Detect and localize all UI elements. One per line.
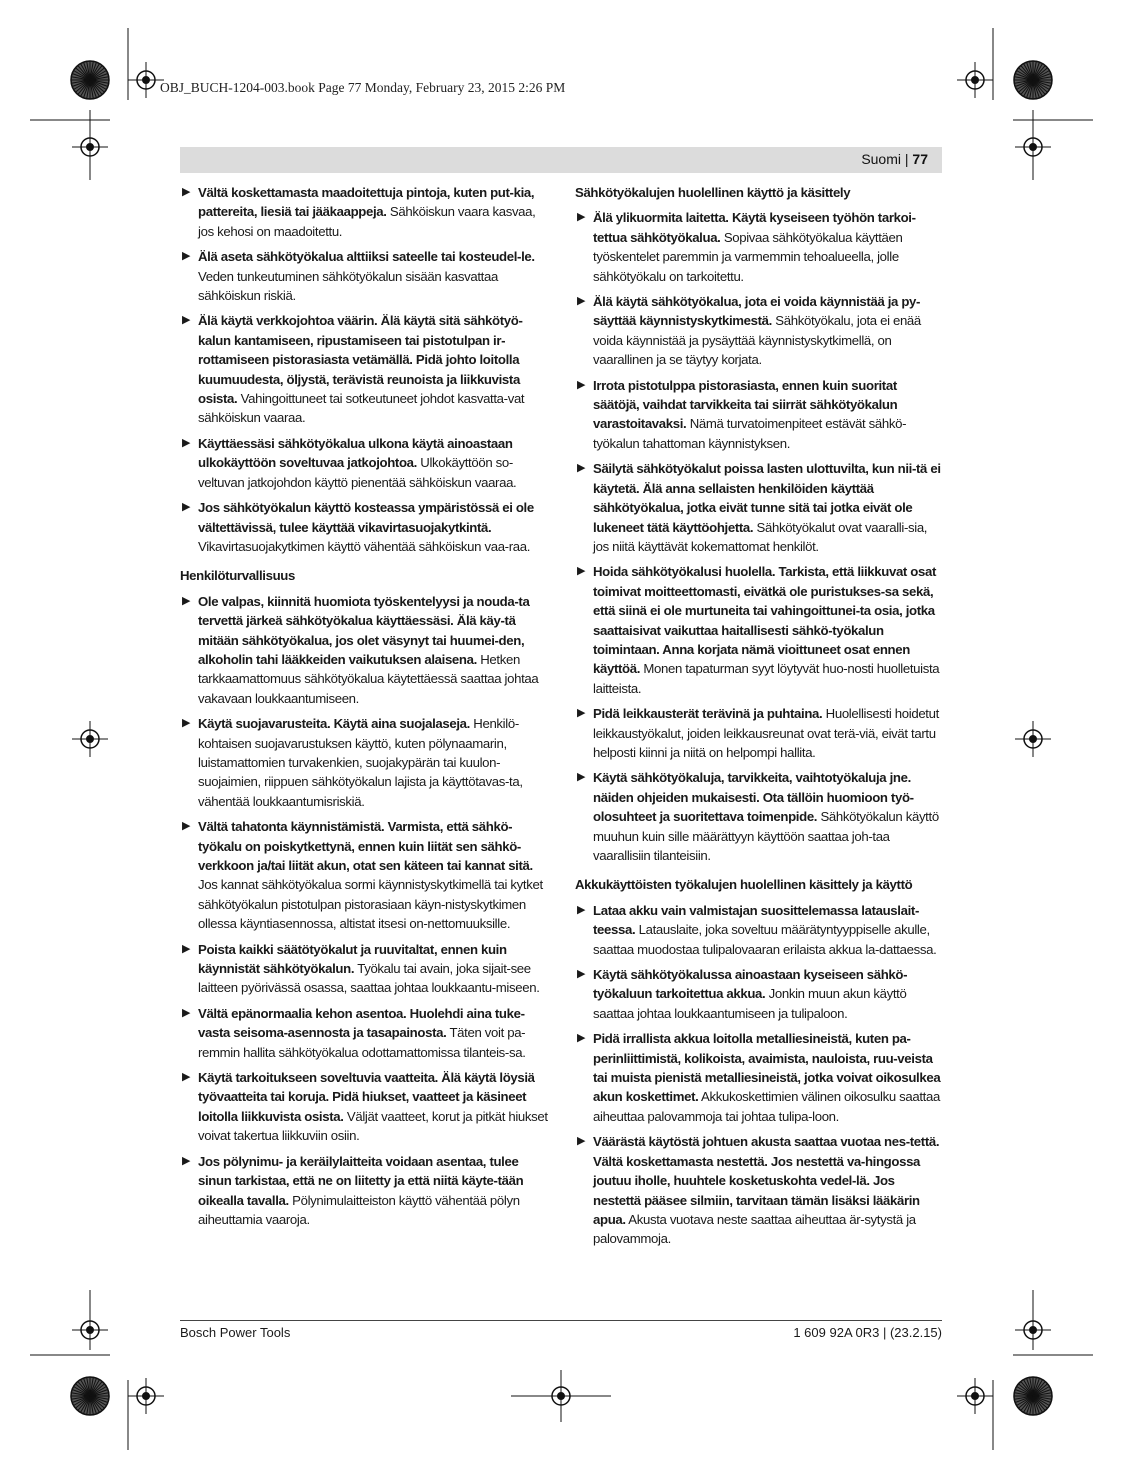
safety-instruction-item — [575, 1132, 942, 1248]
instruction-bold-text: Vältä tahatonta käynnistämistä. Varmista, että sähkö-työkalu on poiskytkettynä, ennen kuin liität sen sähkö-verkkoon ja/tai liität akun, otat sen käteen tai kannat sitä. — [198, 819, 533, 873]
instruction-bold-text: Käytä tarkoitukseen soveltuvia vaatteita. Älä käytä löysiä työvaatteita tai koruja. Pidä hiukset, vaatteet ja käsineet loitolla liikkuvista osista. — [198, 1070, 535, 1124]
bullet-arrow-icon: ▶ — [577, 565, 586, 578]
bullet-arrow-icon: ▶ — [577, 771, 586, 784]
safety-instruction-item — [180, 498, 548, 556]
bullet-arrow-icon: ▶ — [577, 378, 586, 391]
language-section: Suomi | — [861, 151, 913, 167]
instruction-bold-text: Säilytä sähkötyökalut poissa lasten ulottuvilta, kun nii-tä ei käytetä. Älä anna sellaisten henkilöiden käyttää sähkötyökalua, jotka eivät tunne sitä tai jotka eivät ole lukeneet tätä käyttöohjetta. — [593, 461, 941, 535]
safety-instruction-item — [575, 292, 942, 370]
instruction-bold-text: Irrota pistotulppa pistorasiasta, ennen kuin suoritat säätöjä, vaihdat tarvikkeita tai siirrät sähkötyökalun varastoitavaksi. — [593, 377, 898, 432]
instruction-bold-text: Jos sähkötyökalun käyttö kosteassa ympäristössä ei ole vältettävissä, tulee käyttää vikavirtasuojakytkintä. — [198, 500, 534, 535]
footer-rule — [180, 1320, 942, 1321]
bullet-arrow-icon: ▶ — [577, 1032, 586, 1045]
safety-instruction-item — [180, 1004, 548, 1062]
safety-instruction-item — [180, 940, 548, 998]
instruction-bold-text: Pidä irrallista akkua loitolla metalliesineistä, kuten pa-perinliittimistä, kolikoista, avaimista, nauloista, ruu-veista tai muista pienistä metalliesineistä, jotka voivat oikosulkea akun koskettimet. — [593, 1031, 941, 1105]
safety-instruction-item — [575, 704, 942, 762]
instruction-explanation: Latauslaite, joka soveltuu määrätyntyyppiselle akulle, saattaa muodostaa tulipalovaaran erilaista akkua la-dattaessa. — [593, 922, 937, 957]
page-header-bar — [180, 147, 942, 173]
bullet-arrow-icon: ▶ — [182, 314, 191, 327]
instruction-explanation: Henkilö-kohtaisen suojavarustuksen käyttö, kuten pölynaamarin, luistamattomien turvakenkien, suojakypärän tai kuulon-suojaimien, riippuen sähkötyökalun lajista ja käyttötavas-ta, vähentää loukkaantumisriskiä. — [198, 716, 523, 809]
bullet-arrow-icon: ▶ — [182, 186, 191, 198]
section-heading: Sähkötyökalujen huolellinen käyttö ja käsittely — [575, 185, 851, 200]
instruction-bold-text: Jos pölynimu- ja keräilylaitteita voidaan asentaa, tulee sinun tarkistaa, että ne on liitetty ja että niitä käyte-tään oikealla tavalla. — [198, 1153, 524, 1208]
instruction-explanation: Sopivaa sähkötyökalua käyttäen työskentelet paremmin ja varmemmin tehoalueella, jolle sähkötyökalu on tarkoitettu. — [593, 229, 903, 284]
instruction-explanation: Työkalu tai avain, joka sijait-see laitteen pyörivässä osassa, saattaa johtaa loukkaantu-miseen. — [198, 961, 540, 996]
safety-instruction-item — [180, 817, 548, 933]
bullet-arrow-icon: ▶ — [182, 1154, 191, 1167]
safety-instruction-item — [575, 768, 942, 865]
instruction-explanation: Sähköiskun vaara kasvaa, jos kehosi on maadoitettu. — [198, 204, 536, 239]
instruction-explanation: Jonkin muun akun käyttö saattaa johtaa loukkaantumiseen ja tulipaloon. — [593, 986, 907, 1021]
safety-instruction-item — [180, 714, 548, 811]
instruction-explanation: Hetken tarkkaamattomuus sähkötyökalua käytettäessä saattaa johtaa vakavaan loukkaantumiseen. — [198, 651, 539, 706]
bullet-arrow-icon: ▶ — [182, 1006, 191, 1019]
instruction-bold-text: Vältä koskettamasta maadoitettuja pintoja, kuten put-kia, pattereita, liesiä tai jääkaappeja. — [198, 185, 535, 220]
safety-instruction-item — [575, 376, 942, 454]
safety-instruction-item — [575, 965, 942, 1023]
instruction-explanation: Sähkötyökalu, jota ei enää voida käynnistää ja pysäyttää käynnistyskytkimellä, on vaarallinen ja se täytyy korjata. — [593, 313, 921, 368]
instruction-bold-text: Poista kaikki säätötyökalut ja ruuvitaltat, ennen kuin käynnistät sähkötyökalun. — [198, 941, 507, 977]
bullet-arrow-icon: ▶ — [182, 820, 191, 833]
section-heading: Henkilöturvallisuus — [180, 568, 295, 584]
instruction-bold-text: Käytä sähkötyökaluja, tarvikkeita, vaihtotyökaluja jne. näiden ohjeiden mukaisesti. Ota tällöin huomioon työ-olosuhteet ja suoritettava toimenpide. — [593, 770, 914, 825]
instruction-bold-text: Väärästä käytöstä johtuen akusta saattaa vuotaa nes-tettä. Vältä koskettamasta nestettä. Jos nestettä va-hingossa joutuu iholle, huuhtele kosketuskohta vedel-lä. Jos nestettä pääsee silmiin, tarvitaan tämän lisäksi lääkärin apua. — [593, 1134, 940, 1227]
bullet-arrow-icon: ▶ — [577, 211, 586, 224]
right-text-column — [575, 183, 942, 1255]
instruction-bold-text: Pidä leikkausterät terävinä ja puhtaina. — [593, 706, 823, 722]
instruction-bold-text: Älä käytä sähkötyökalua, jota ei voida käynnistää ja py-säyttää käynnistyskytkimestä. — [593, 294, 921, 329]
instruction-explanation: Huolellisesti hoidetut leikkaustyökalut, joiden leikkausreunat ovat terä-viä, eivät tartu helposti kiinni ja niitä on helpompi hallita. — [593, 706, 939, 760]
instruction-bold-text: Älä ylikuormita laitetta. Käytä kyseiseen työhön tarkoi-tettua sähkötyökalua. — [593, 210, 916, 245]
safety-instruction-item — [575, 562, 942, 698]
bullet-arrow-icon: ▶ — [577, 968, 586, 981]
safety-instruction-item — [180, 592, 548, 708]
instruction-explanation: Vikavirtasuojakytkimen käyttö vähentää sähköiskun vaa-raa. — [198, 538, 531, 554]
instruction-bold-text: Käytä suojavarusteita. Käytä aina suojalaseja. — [198, 716, 470, 732]
safety-instruction-item — [180, 434, 548, 492]
instruction-explanation: Nämä turvatoimenpiteet estävät sähkö-työkalun tahattoman käynnistyksen. — [593, 416, 907, 451]
instruction-explanation: Akusta vuotava neste saattaa aiheuttaa är-sytystä ja palovammoja. — [593, 1211, 916, 1247]
print-info-line: OBJ_BUCH-1204-003.book Page 77 Monday, February 23, 2015 2:26 PM — [160, 80, 566, 95]
safety-instruction-item — [180, 311, 548, 427]
instruction-bold-text: Käyttäessäsi sähkötyökalua ulkona käytä ainoastaan ulkokäyttöön soveltuvaa jatkojohtoa. — [198, 435, 513, 471]
bullet-arrow-icon: ▶ — [577, 462, 586, 475]
bullet-arrow-icon: ▶ — [182, 1071, 191, 1084]
bullet-arrow-icon: ▶ — [577, 707, 586, 720]
bullet-arrow-icon: ▶ — [182, 250, 191, 263]
instruction-explanation: Täten voit pa-remmin hallita sähkötyökalua odottamattomissa tilanteis-sa. — [198, 1025, 526, 1060]
instruction-explanation: Vahingoittuneet tai sotkeutuneet johdot kasvatta-vat sähköiskun vaaraa. — [198, 391, 525, 426]
safety-instruction-item — [575, 459, 942, 556]
instruction-bold-text: Ole valpas, kiinnitä huomiota työskentelyysi ja nouda-ta tervettä järkeä sähkötyökalua käyttäessäsi. Älä käy-tä mitään sähkötyökalua, jos olet väsynyt tai huumei-den, alkoholin tahi lääkkeiden vaikutuksen alaisena. — [198, 593, 530, 667]
instruction-bold-text: Vältä epänormaalia kehon asentoa. Huolehdi aina tuke-vasta seisoma-asennosta ja tasapainosta. — [198, 1005, 525, 1041]
left-text-column — [180, 183, 548, 1235]
footer-brand: Bosch Power Tools — [180, 1325, 291, 1340]
instruction-bold-text: Älä käytä verkkojohtoa väärin. Älä käytä sitä sähkötyö-kalun kantamiseen, ripustamiseen tai pistotulpan ir-rottamiseen pistorasiasta vetämällä. Pidä johto loitolla kuumuudesta, öljystä, terävistä reunoista ja liikkuvista osista. — [198, 313, 523, 407]
instruction-bold-text: Lataa akku vain valmistajan suosittelemassa latauslait-teessa. — [593, 902, 919, 938]
instruction-explanation: Väljät vaatteet, korut ja pitkät hiukset voivat takertua liikkuviin osiin. — [198, 1108, 548, 1144]
instruction-explanation: Akkukoskettimien välinen oikosulku saattaa aiheuttaa palovammoja tai johtaa tulipa-loon. — [593, 1089, 940, 1124]
safety-instruction-item — [180, 247, 548, 305]
safety-instruction-item — [575, 208, 942, 286]
instruction-explanation: Monen tapaturman syyt löytyvät huo-nosti huolletuista laitteista. — [593, 661, 940, 696]
safety-instruction-item — [575, 1029, 942, 1126]
instruction-explanation: Jos kannat sähkötyökalua sormi käynnistyskytkimellä tai kytket sähkötyökalun pistotulpan pistorasiaan käyn-nistyskytkimen ollessa käyntiasennossa, altistat itsesi on-nettomuuksille. — [198, 877, 543, 932]
safety-instruction-item — [180, 1068, 548, 1146]
instruction-bold-text: Käytä sähkötyökalussa ainoastaan kyseiseen sähkö-työkaluun tarkoitettua akkua. — [593, 967, 908, 1002]
instruction-bold-text: Älä aseta sähkötyökalua alttiiksi sateelle tai kosteudel-le. — [198, 249, 535, 265]
bullet-arrow-icon: ▶ — [577, 903, 586, 916]
instruction-explanation: Ulkokäyttöön so-veltuvan jatkojohdon käyttö pienentää sähköiskun vaaraa. — [198, 455, 517, 490]
instruction-explanation: Sähkötyökalun käyttö muuhun kuin sille määrättyyn käyttöön saattaa joh-taa vaarallisiin tilanteisiin. — [593, 809, 939, 863]
instruction-explanation: Pölynimulaitteiston käyttö vähentää pölyn aiheuttamia vaaroja. — [198, 1192, 520, 1227]
instruction-bold-text: Hoida sähkötyökalusi huolella. Tarkista, että liikkuvat osat toimivat moitteettomasti, eivätkä ole puristukses-sa sekä, että siinä ei ole murtuneita tai vahingoittunei-ta osia, jotka saattaisivat vaikuttaa haitallisesti sähkö-työkalun toimintaan. Anna korjata nämä vioittuneet osat ennen käyttöä. — [593, 564, 936, 677]
instruction-explanation: Sähkötyökalut ovat vaaralli-sia, jos niitä käyttävät kokemattomat henkilöt. — [593, 519, 928, 554]
bullet-arrow-icon: ▶ — [182, 436, 191, 449]
bullet-arrow-icon: ▶ — [577, 295, 586, 308]
footer-doc-number: 1 609 92A 0R3 | (23.2.15) — [793, 1325, 942, 1340]
bullet-arrow-icon: ▶ — [182, 594, 191, 607]
safety-instruction-item — [180, 183, 548, 241]
instruction-explanation: Veden tunkeutuminen sähkötyökalun sisään kasvattaa sähköiskun riskiä. — [198, 268, 498, 304]
bullet-arrow-icon: ▶ — [182, 717, 191, 730]
bullet-arrow-icon: ▶ — [182, 501, 191, 514]
safety-instruction-item — [180, 1152, 548, 1230]
page-header — [861, 151, 928, 167]
bullet-arrow-icon: ▶ — [182, 942, 191, 955]
section-heading: Akkukäyttöisten työkalujen huolellinen käsittely ja käyttö — [575, 877, 913, 893]
page-number: 77 — [912, 151, 928, 167]
safety-instruction-item — [575, 901, 942, 959]
bullet-arrow-icon: ▶ — [577, 1135, 586, 1148]
